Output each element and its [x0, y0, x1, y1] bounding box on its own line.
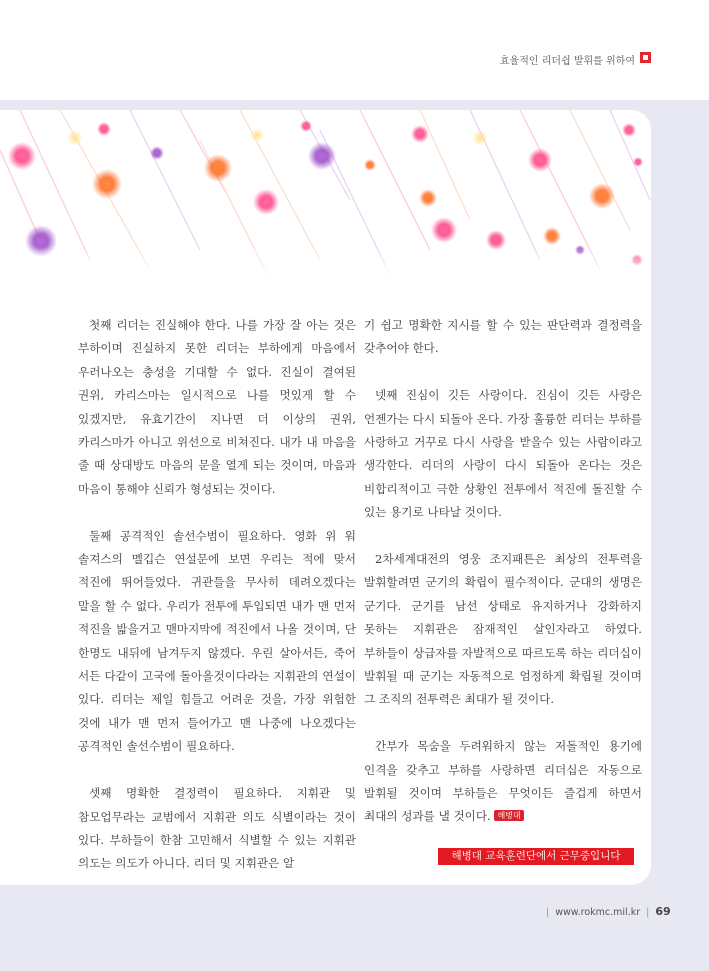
- closing-text: 간부가 목숨을 두려워하지 않는 저돌적인 용기에 인격을 갖추고 부하를 사랑하면 리더십은 자동으로 발휘될 것이며 부하들은 무엇이든 즐겁게 하면서 최대의 성과를 낼 것이다.: [364, 739, 642, 824]
- decorative-banner: [0, 110, 651, 280]
- left-text-column: [78, 314, 356, 876]
- paragraph-3: 셋째 명확한 결정력이 필요하다. 지휘관 및 참모업무라는 교범에서 지휘관 의도 식별이라는 것이 있다. 부하들이 한참 고민해서 식별할 수 있는 지휘관 의도는 의도가 아니다. 리더 및 지휘관은 알: [78, 786, 356, 871]
- footer-separator: |: [546, 907, 550, 918]
- page-number: 69: [655, 905, 671, 918]
- top-margin: [0, 0, 709, 100]
- paragraph-4: 기 쉽고 명확한 지시를 할 수 있는 판단력과 결정력을 갖추어야 한다.: [364, 318, 642, 356]
- paragraph-7: [364, 735, 642, 829]
- paragraph-6: 2차세계대전의 영웅 조지패튼은 최상의 전투력을 발휘할려면 군기의 확립이 필수적이다. 군대의 생명은 군기다. 군기를 남선 상태로 유지하거나 강화하지 못하는 지휘관은 잠재적인 살인자라고 하였다. 부하들이 상급자를 자발적으로 따르도록 하는 리더십이 발휘될 때 군기는 자동적으로 엄정하게 확립될 것이며 그 조직의 전투력은 최대가 될 것이다.: [364, 552, 642, 707]
- right-text-column: [364, 314, 642, 852]
- author-affiliation-banner: 해병대 교육훈련단에서 근무중입니다: [438, 848, 634, 865]
- header-square-icon: [640, 52, 651, 63]
- page-footer: [540, 905, 671, 918]
- paragraph-5: 넷째 진심이 깃든 사랑이다. 진심이 깃든 사랑은 언젠가는 다시 되돌아 온다. 가장 훌륭한 리더는 부하를 사랑하고 거꾸로 다시 사랑을 받을수 있는 사람이라고 생각한다. 리더의 사랑이 다시 되돌아 온다는 것은 비합리적이고 극한 상황인 전투에서 적진에 돌진할 수 있는 용기로 나타날 것이다.: [364, 388, 642, 520]
- end-badge: 해병대: [494, 810, 523, 821]
- running-header: 효율적인 리더쉽 발휘를 위하여: [499, 56, 635, 67]
- paragraph-2: 둘째 공격적인 솔선수범이 필요하다. 영화 위 워 솔져스의 멜깁슨 연설문에 보면 우리는 적에 맞서 적진에 뛰어들었다. 귀관들을 무사히 데려오겠다는 말을 할 수 없다. 우리가 전투에 투입되면 내가 맨 먼저 적진을 밟을거고 맨마지막에 적진에서 나올 것이며, 단 한명도 내뒤에 남겨두지 않겠다. 우린 살아서든, 죽어 서든 다같이 고국에 돌아올것이다라는 지휘관의 연설이 있다. 리더는 제일 힘들고 어려운 것을, 가장 위험한 것에 내가 맨 먼저 들어가고 맨 나중에 나오겠다는 공격적인 솔선수범이 필요하다.: [78, 528, 356, 754]
- bokeh-lights-illustration: [0, 110, 651, 280]
- footer-url[interactable]: www.rokmc.mil.kr: [555, 907, 641, 918]
- footer-separator: |: [646, 907, 650, 918]
- paragraph-1: 첫째 리더는 진실해야 한다. 나를 가장 잘 아는 것은 부하이며 진실하지 못한 리더는 부하에게 마음에서 우러나오는 충성을 기대할 수 없다. 진실이 결여된 권위, 카리스마는 일시적으로 나를 멋있게 할 수 있겠지만, 유효기간이 지나면 더 이상의 권위, 카리스마가 아니고 위선으로 비쳐진다. 내가 내 마음을 줄 때 상대방도 마음의 문을 열게 되는 것이며, 마음과 마음이 통해야 신뢰가 형성되는 것이다.: [78, 318, 356, 496]
